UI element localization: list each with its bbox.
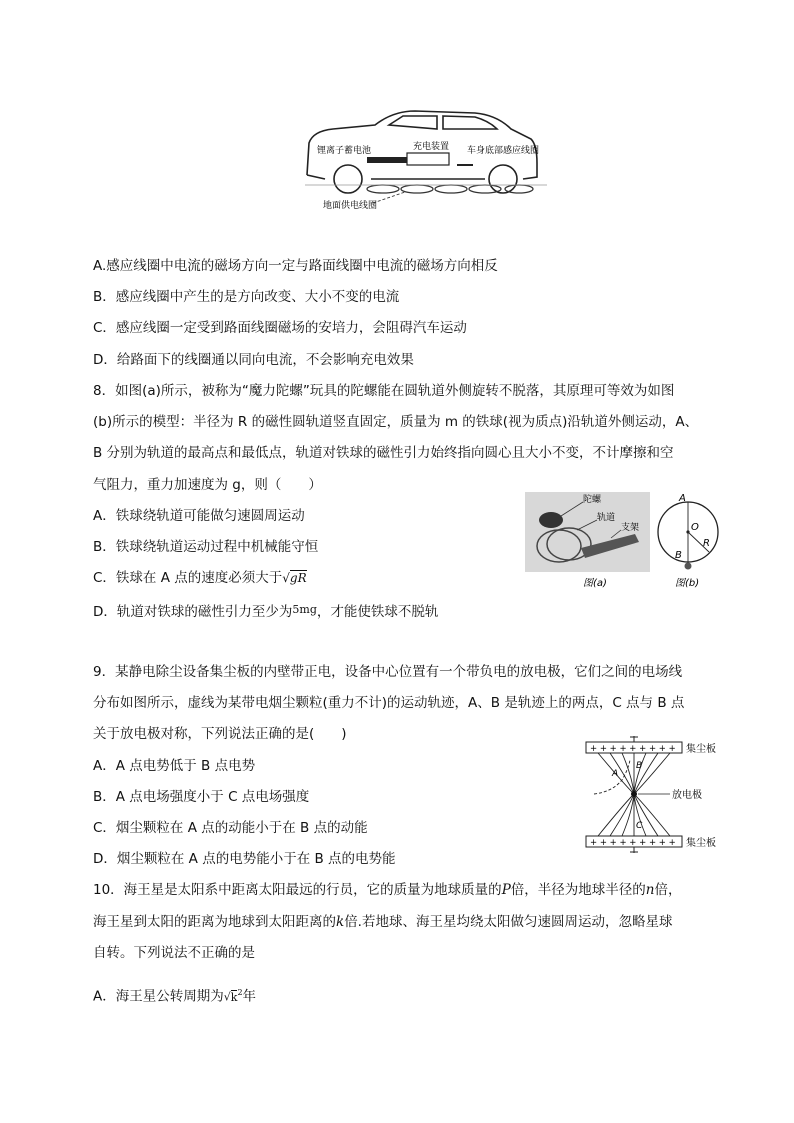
q9-top-plus-row: + + + + + + + + + bbox=[590, 744, 676, 754]
q10-stem-2-text: 海王星到太阳的距离为地球到太阳距离的 bbox=[93, 914, 336, 930]
q10-option-a-text: A．海王星公转周期为 bbox=[93, 988, 224, 1005]
q10-stem-line-2 bbox=[93, 912, 672, 932]
q8-option-c bbox=[93, 568, 307, 588]
q10-stem-2-tail: 倍.若地球、海王星均绕太阳做匀速圆周运动，忽略星球 bbox=[344, 914, 673, 930]
q8-fig-label-mid: 轨道 bbox=[597, 513, 616, 523]
q8-caption-a: 图(a) bbox=[583, 578, 607, 589]
q8-option-b: B．铁球绕轨道运动过程中机械能守恒 bbox=[93, 539, 319, 555]
q9-option-a: A．A 点电势低于 B 点电势 bbox=[93, 758, 256, 774]
q9-point-a: A bbox=[612, 769, 619, 779]
q8-option-d-tail: ，才能使铁球不脱轨 bbox=[316, 604, 439, 620]
q8-option-c-sqrt: √ bbox=[282, 571, 290, 585]
q9-point-c: C bbox=[636, 821, 643, 831]
q8-option-a: A．铁球绕轨道可能做匀速圆周运动 bbox=[93, 508, 305, 524]
q8-fig-label-low: 支架 bbox=[621, 523, 640, 533]
q7-option-b: B．感应线圈中产生的是方向改变、大小不变的电流 bbox=[93, 289, 400, 305]
q9-label-bottom-plate: 集尘板 bbox=[686, 838, 716, 849]
q9-label-top-plate: 集尘板 bbox=[686, 744, 716, 755]
q9-option-c: C．烟尘颗粒在 A 点的动能小于在 B 点的动能 bbox=[93, 820, 368, 836]
q10-stem-line-3: 自转。下列说法不正确的是 bbox=[93, 945, 255, 961]
q7-option-c: C．感应线圈一定受到路面线圈磁场的安培力，会阻碍汽车运动 bbox=[93, 320, 467, 336]
q10-var-k: k bbox=[336, 914, 345, 930]
car-label-charger: 充电装置 bbox=[413, 142, 450, 152]
q8-stem-line-3: B 分别为轨道的最高点和最低点，轨道对铁球的磁性引力始终指向圆心且大小不变，不计摩擦和空 bbox=[93, 445, 674, 461]
q9-stem-line-3: 关于放电极对称，下列说法正确的是( ) bbox=[93, 726, 347, 742]
q7-option-a: A.感应线圈中电流的磁场方向一定与路面线圈中电流的磁场方向相反 bbox=[93, 258, 498, 274]
q9-label-electrode: 放电极 bbox=[672, 790, 702, 801]
q8-option-c-math: gR bbox=[289, 571, 307, 585]
q10-stem-1-tail: 倍， bbox=[654, 882, 682, 898]
q9-figure bbox=[578, 736, 728, 861]
q8-stem-line-4: 气阻力，重力加速度为 g，则（ ） bbox=[93, 477, 322, 493]
q9-point-b: B bbox=[636, 761, 643, 771]
car-charging-figure bbox=[285, 95, 560, 215]
q10-stem-1-mid: 倍，半径为地球半径的 bbox=[510, 882, 646, 898]
q9-bottom-plus-row: + + + + + + + + + bbox=[590, 838, 676, 848]
q9-stem-line-2: 分布如图所示，虚线为某带电烟尘颗粒(重力不计)的运动轨迹，A、B 是轨迹上的两点，C 点与 B 点 bbox=[93, 695, 685, 711]
q9-option-d: D．烟尘颗粒在 A 点的电势能小于在 B 点的电势能 bbox=[93, 851, 396, 867]
q8-point-b: B bbox=[675, 550, 682, 561]
q8-caption-b: 图(b) bbox=[675, 578, 700, 589]
q8-option-d-math: 5mg bbox=[292, 603, 317, 616]
q8-figure bbox=[525, 486, 720, 591]
car-label-ground-coil: 地面供电线圈 bbox=[323, 201, 378, 211]
q8-point-o: O bbox=[691, 522, 699, 533]
q8-option-d-text: D．轨道对铁球的磁性引力至少为 bbox=[93, 604, 293, 620]
q8-option-c-text: C．铁球在 A 点的速度必须大于 bbox=[93, 570, 283, 586]
car-label-sensor-coil: 车身底部感应线圈 bbox=[467, 146, 540, 156]
q8-point-a: A bbox=[679, 493, 686, 504]
q7-option-d: D．给路面下的线圈通以同向电流，不会影响充电效果 bbox=[93, 352, 414, 368]
q10-stem-line-1 bbox=[93, 880, 681, 900]
q10-option-a-sqrt: √ bbox=[223, 990, 231, 1004]
q8-fig-label-top: 陀螺 bbox=[583, 495, 602, 505]
q8-stem-line-2: (b)所示的模型：半径为 R 的磁性圆轨道竖直固定，质量为 m 的铁球(视为质点)沿轨道外侧运动，A、 bbox=[93, 414, 699, 430]
q10-option-a-exp: 2 bbox=[237, 988, 243, 997]
q8-option-d bbox=[93, 600, 438, 622]
car-label-battery: 锂离子蓄电池 bbox=[317, 146, 372, 156]
q10-option-a-tail: 年 bbox=[242, 988, 257, 1005]
q9-option-b: B．A 点电场强度小于 C 点电场强度 bbox=[93, 789, 310, 805]
q10-option-a-math: k bbox=[230, 990, 238, 1004]
q8-point-r: R bbox=[703, 538, 710, 549]
q10-var-n: n bbox=[645, 882, 655, 898]
q10-var-p: P bbox=[501, 882, 511, 898]
q10-stem-1-text: 10．海王星是太阳系中距离太阳最远的行员，它的质量为地球质量的 bbox=[93, 882, 502, 898]
q9-stem-line-1: 9．某静电除尘设备集尘板的内壁带正电，设备中心位置有一个带负电的放电极，它们之间的电场线 bbox=[93, 664, 683, 680]
q10-option-a bbox=[93, 983, 256, 1008]
q8-stem-line-1: 8．如图(a)所示，被称为“魔力陀螺”玩具的陀螺能在圆轨道外侧旋转不脱落，其原理可等效为如图 bbox=[93, 383, 675, 399]
